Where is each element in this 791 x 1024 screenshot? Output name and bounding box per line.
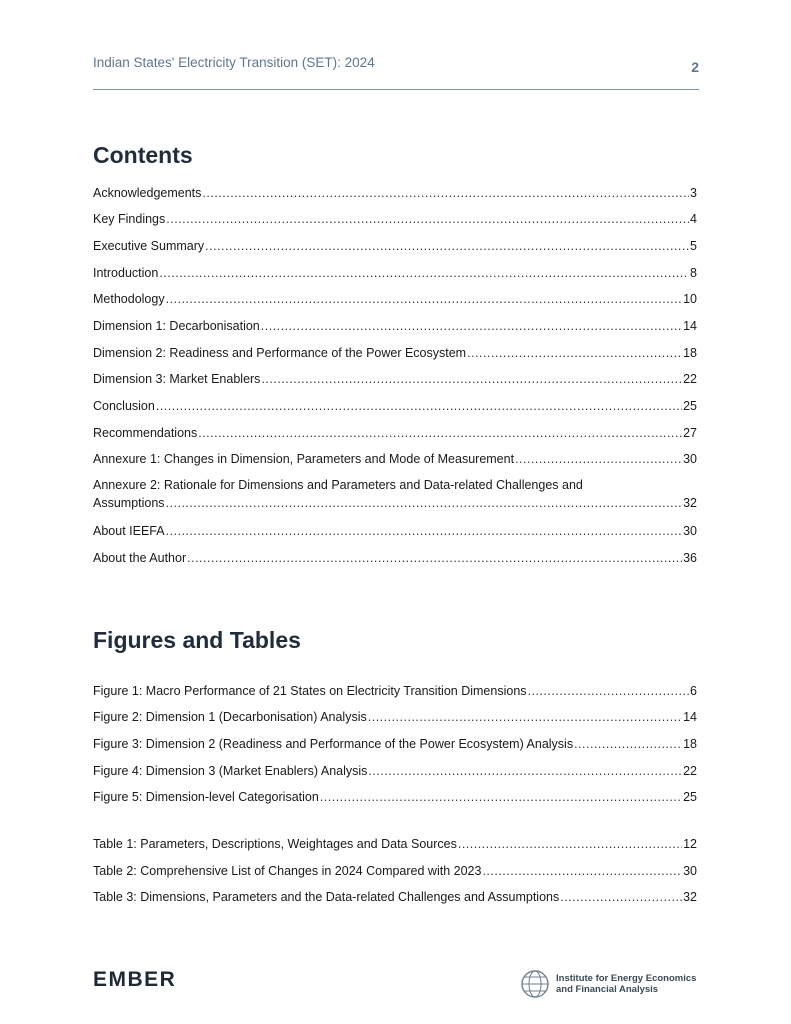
toc-entry-title: Acknowledgements: [93, 186, 202, 200]
toc-entry-page: 25: [683, 399, 697, 413]
toc-entry-title: Annexure 1: Changes in Dimension, Parameters and Mode of Measurement: [93, 452, 515, 466]
table-entry-title: Table 3: Dimensions, Parameters and the Data-related Challenges and Assumptions: [93, 890, 560, 904]
table-entry[interactable]: [93, 889, 697, 905]
figure-entry-title: Figure 2: Dimension 1 (Decarbonisation) Analysis: [93, 710, 367, 724]
toc-entry-title: Recommendations: [93, 426, 198, 440]
toc-entry-page: 27: [683, 426, 697, 440]
toc-entry-page: 36: [683, 551, 697, 565]
toc-entry[interactable]: [93, 371, 697, 387]
toc-entry-title: Executive Summary: [93, 239, 205, 253]
ieefa-logo: [520, 968, 700, 1000]
figure-entry-title: Figure 5: Dimension-level Categorisation: [93, 790, 319, 804]
document-title: Indian States' Electricity Transition (SET): 2024: [93, 55, 375, 70]
figure-entry-page: 6: [690, 684, 697, 698]
figures-tables-heading: Figures and Tables: [93, 627, 301, 653]
toc-entry-title: Dimension 1: Decarbonisation: [93, 319, 260, 333]
table-entry-title: Table 2: Comprehensive List of Changes in 2024 Compared with 2023: [93, 864, 482, 878]
toc-entry[interactable]: [93, 451, 697, 467]
figure-entry-title: Figure 4: Dimension 3 (Market Enablers) Analysis: [93, 764, 368, 778]
figure-entry-page: 18: [683, 737, 697, 751]
toc-entry-page: 22: [683, 372, 697, 386]
figure-entry-title: Figure 1: Macro Performance of 21 States on Electricity Transition Dimensions: [93, 684, 527, 698]
toc-entry-title: Methodology: [93, 292, 165, 306]
toc-entry-page: 10: [683, 292, 697, 306]
toc-entry-title: Key Findings: [93, 212, 166, 226]
toc-entry-title-line2: Assumptions: [93, 496, 165, 510]
figure-entry[interactable]: [93, 683, 697, 699]
figure-entry[interactable]: [93, 736, 697, 752]
table-entry-page: 32: [683, 890, 697, 904]
table-entry-page: 30: [683, 864, 697, 878]
page-number: 2: [691, 59, 699, 75]
toc-entry-page: 5: [690, 239, 697, 253]
table-entry-title: Table 1: Parameters, Descriptions, Weightages and Data Sources: [93, 837, 457, 851]
toc-entry-title: Dimension 2: Readiness and Performance of the Power Ecosystem: [93, 346, 467, 360]
toc-entry-page: 18: [683, 346, 697, 360]
ember-logo: EMBER: [93, 968, 177, 991]
toc-entry-title-line1: Annexure 2: Rationale for Dimensions and Parameters and Data-related Challenges and: [93, 478, 583, 492]
toc-entry[interactable]: [93, 523, 697, 539]
table-entry[interactable]: [93, 836, 697, 852]
toc-entry[interactable]: [93, 477, 697, 511]
toc-entry-page: 3: [690, 186, 697, 200]
figure-entry-page: 25: [683, 790, 697, 804]
contents-heading: Contents: [93, 142, 193, 168]
toc-entry-title: About IEEFA: [93, 524, 165, 538]
toc-entry[interactable]: [93, 398, 697, 414]
figure-entry-page: 14: [683, 710, 697, 724]
toc-entry[interactable]: [93, 265, 697, 281]
toc-entry[interactable]: [93, 550, 697, 566]
toc-entry-title: Dimension 3: Market Enablers: [93, 372, 261, 386]
toc-entry-page: 32: [683, 496, 697, 510]
toc-entry[interactable]: [93, 425, 697, 441]
toc-entry-title: Introduction: [93, 266, 159, 280]
table-entry-page: 12: [683, 837, 697, 851]
header-divider: [93, 89, 699, 90]
toc-entry-page: 30: [683, 452, 697, 466]
globe-icon: [520, 969, 550, 999]
toc-entry-page: 30: [683, 524, 697, 538]
toc-entry-title: About the Author: [93, 551, 187, 565]
figure-entry[interactable]: [93, 763, 697, 779]
figure-entry-title: Figure 3: Dimension 2 (Readiness and Performance of the Power Ecosystem) Analysis: [93, 737, 574, 751]
ieefa-name-line2: and Financial Analysis: [556, 984, 659, 995]
toc-entry[interactable]: [93, 345, 697, 361]
table-entry[interactable]: [93, 863, 697, 879]
toc-entry[interactable]: [93, 291, 697, 307]
figure-entry[interactable]: [93, 709, 697, 725]
toc-entry[interactable]: [93, 318, 697, 334]
toc-entry-page: 14: [683, 319, 697, 333]
toc-entry[interactable]: [93, 238, 697, 254]
figure-entry[interactable]: [93, 789, 697, 805]
toc-entry-page: 4: [690, 212, 697, 226]
toc-entry[interactable]: [93, 185, 697, 201]
toc-entry-page: 8: [690, 266, 697, 280]
ieefa-name-line1: Institute for Energy Economics: [556, 973, 697, 984]
toc-entry-title: Conclusion: [93, 399, 155, 413]
toc-entry[interactable]: [93, 211, 697, 227]
figure-entry-page: 22: [683, 764, 697, 778]
